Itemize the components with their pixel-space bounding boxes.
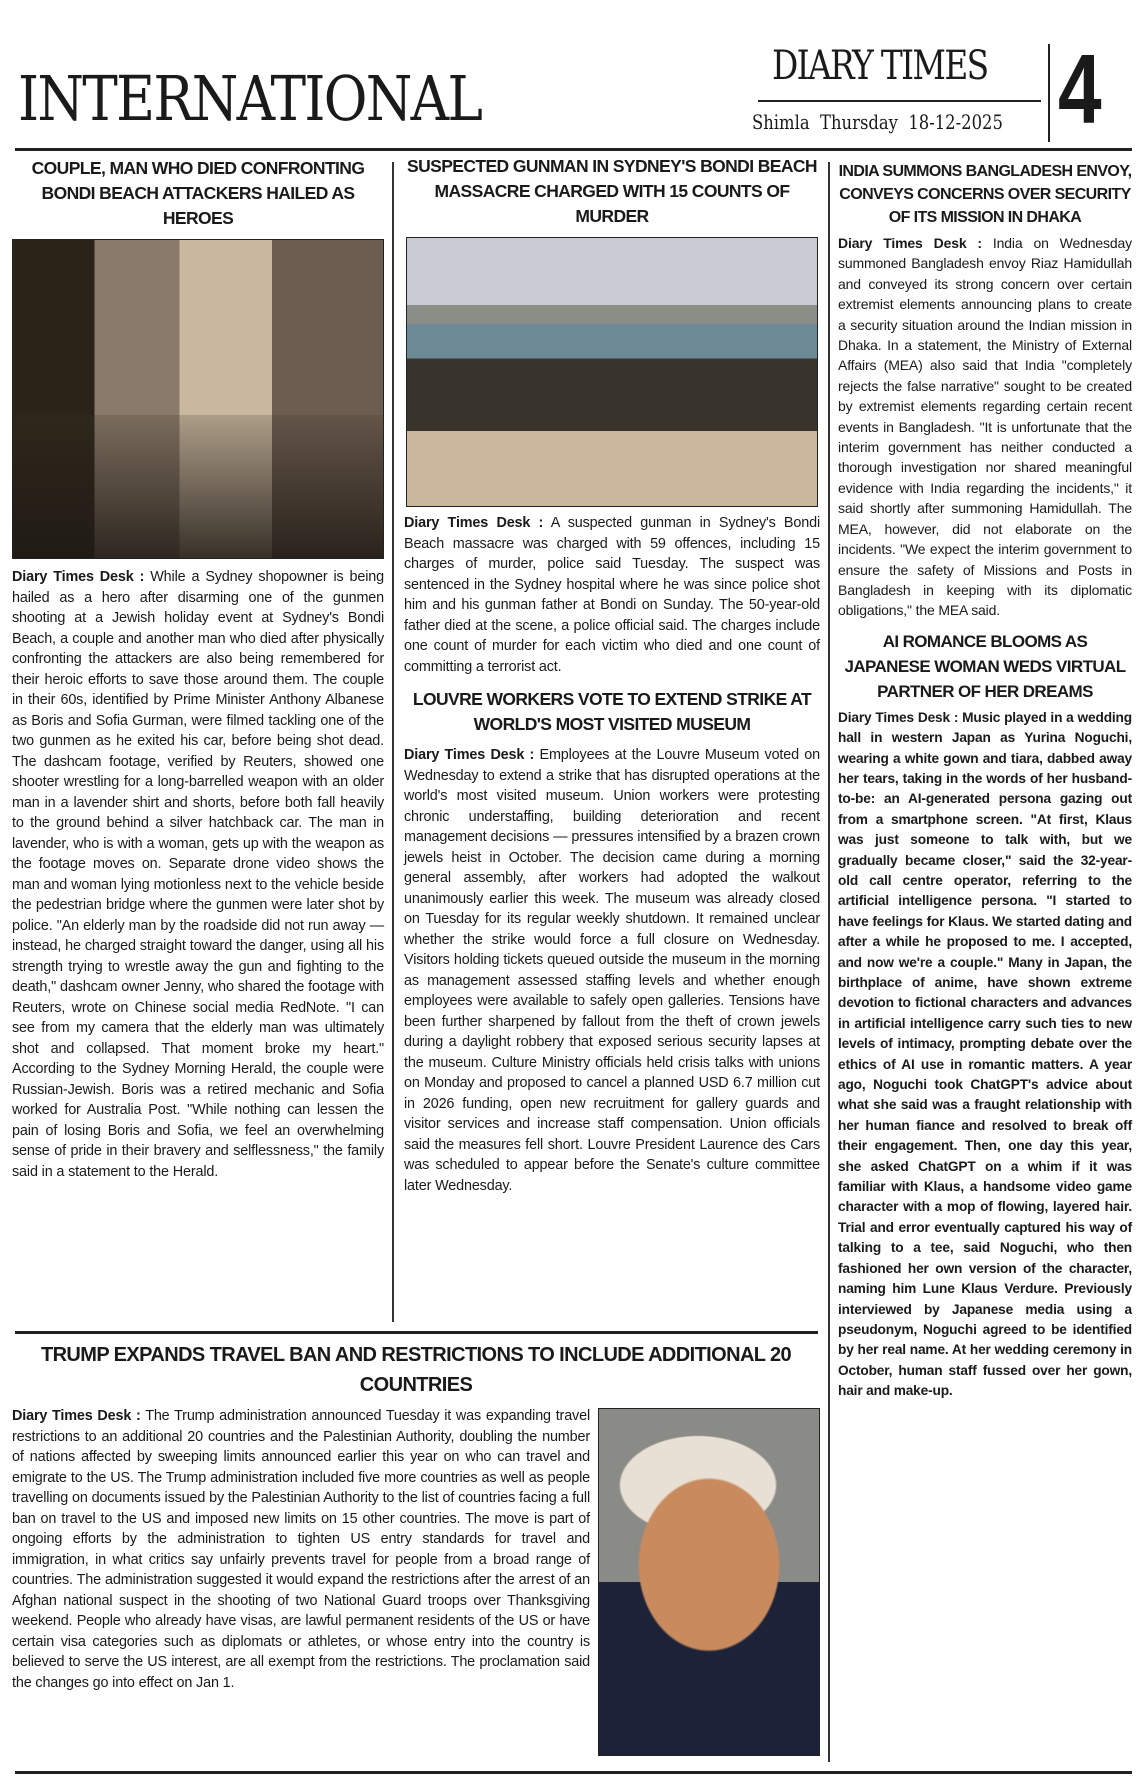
article-body: Diary Times Desk : A suspected gunman in Sydney's Bondi Beach massacre was charged with 59 offences, including 15 charges of murder, police said Tuesday. The suspect was sentenced in the Sydney hospital where he was since police shot him and his gunman father at Bondi on Sunday. The 50-year-old father died at the scene, a police official said. The charges include one count of murder for each victim who died and one count of committing a terrorist act.: [404, 515, 820, 675]
article-body: Diary Times Desk : While a Sydney shopowner is being hailed as a hero after disarming one of the gunmen shooting at a Jewish holiday event at Sydney's Bondi Beach, a couple and another man who died after physically confronting the attackers are also being remembered for their heroic efforts to save those around them. The couple in their 60s, identified by Prime Minister Anthony Albanese as Boris and Sofia Gurman, were filmed tackling one of the two gunmen as he exited his car, before being shot dead. The dashcam footage, verified by Reuters, showed one shooter wrestling for a long-barrelled weapon with an older man in a lavender shirt and shorts, before both fall heavily to the ground behind a silver hatchback car. The man in lavender, who is with a woman, gets up with the weapon as the footage moves on. Separate drone video shows the man and woman lying motionless next to the vehicle beside the pedestrian bridge where the gunmen were later shot by police. "An elderly man by the roadside did not run away — instead, he charged straight toward the danger, using all his strength trying to wrestle away the gun and fighting to the death," dashcam owner Jenny, who shared the footage with Reuters, wrote on Chinese social media RedNote. "I can see from my camera that the elderly man was ultimately shot and collapsed. That moment broke my heart." According to the Sydney Morning Herald, the couple were Russian-Jewish. Boris was a retired mechanic and Sofia worked for Australia Post. "While nothing can lessen the pain of losing Boris and Sofia, we feel an overwhelming sense of pride in their bravery and selflessness," the family said in a statement to the Herald.: [12, 569, 384, 1180]
headline: AI ROMANCE BLOOMS AS JAPANESE WOMAN WEDS VIRTUAL PARTNER OF HER DREAMS: [844, 631, 1126, 701]
article-ai-romance: [838, 708, 1132, 1402]
headline: TRUMP EXPANDS TRAVEL BAN AND RESTRICTIONS TO INCLUDE ADDITIONAL 20 COUNTRIES: [40, 1344, 792, 1396]
day: Thursday: [820, 110, 898, 134]
headline: COUPLE, MAN WHO DIED CONFRONTING BONDI BEACH ATTACKERS HAILED AS HEROES: [31, 158, 365, 228]
section-rule: [15, 1331, 818, 1334]
header-divider: [1048, 44, 1050, 142]
article-body: Diary Times Desk : Employees at the Louvre Museum voted on Wednesday to extend a strike that has disrupted operations at the world's most visited museum. Union workers were protesting chronic understaffing, building deterioration and recent management decisions — pressures intensified by a brazen crown jewels heist in October. The decision came during a morning general assembly, after workers had adopted the walkout unanimously earlier this week. The museum was already closed on Tuesday for its regular weekly shutdown. It remained unclear whether the strike would force a full closure on Wednesday. Visitors holding tickets queued outside the museum in the morning as management assessed staffing levels and whether enough employees were available to safely open galleries. Tensions have been further sharpened by fallout from the theft of crown jewels during a daylight robbery that exposed serious security lapses at the museum. Culture Ministry officials held crisis talks with unions on Monday and proposed to cancel a planned USD 6.7 million cut in 2026 funding, open new recruitment for gallery guards and visitor services and increase staff compensation. Union officials said the measures fell short. Louvre President Laurence des Cars was scheduled to appear before the Senate's culture committee later Wednesday.: [404, 747, 820, 1194]
article-india-bangladesh: [838, 160, 1132, 1402]
dateline: [752, 110, 1003, 134]
column-divider: [392, 162, 394, 1322]
article-body: Diary Times Desk : India on Wednesday summoned Bangladesh envoy Riaz Hamidullah and conveyed its strong concern over certain extremist elements announcing plans to create a security situation around the Indian mission in Dhaka. In a statement, the Ministry of External Affairs (MEA) also said that India "completely rejects the false narrative" sought to be created by extremist elements regarding certain recent events in Bangladesh. "It is unfortunate that the interim government has neither conducted a thorough investigation nor shared meaningful evidence with India regarding the incidents," it said shortly after summoning Hamidullah. The MEA, however, did not elaborate on the incidents. "We expect the interim government to ensure the safety of Missions and Posts in Bangladesh in keeping with its diplomatic obligations," the MEA said.: [838, 235, 1132, 619]
section-title: INTERNATIONAL: [18, 62, 482, 135]
article-bondi-heroes: [12, 156, 384, 1182]
photo-mourners: [12, 239, 384, 559]
city: Shimla: [752, 110, 810, 134]
headline: SUSPECTED GUNMAN IN SYDNEY'S BONDI BEACH MASSACRE CHARGED WITH 15 COUNTS OF MURDER: [407, 156, 817, 226]
article-bondi-gunman: [404, 154, 820, 1196]
headline: LOUVRE WORKERS VOTE TO EXTEND STRIKE AT WORLD'S MOST VISITED MUSEUM: [412, 689, 812, 734]
masthead: DIARY TIMES: [772, 43, 988, 89]
article-body: Diary Times Desk : Music played in a wedding hall in western Japan as Yurina Noguchi, wearing a white gown and tiara, dabbed away her tears, taking in the words of her husband-to-be: an AI-generated persona gazing out from a smartphone screen. "At first, Klaus was just someone to talk with, but we gradually became closer," said the 32-year-old call centre operator, referring to the artificial intelligence persona. "I started to have feelings for Klaus. We started dating and after a while he proposed to me. I accepted, and now we're a couple." Many in Japan, the birthplace of anime, have shown extreme devotion to fictional characters and advances in artificial intelligence carry such ties to new levels of intimacy, prompting debate over the ethics of AI use in romantic matters. A year ago, Noguchi took ChatGPT's advice about what she said was a fraught relationship with her human fiance and resolved to break off their engagement. Then, one day this year, she asked ChatGPT on a whim if it was familiar with Klaus, a handsome video game character with a mop of flowing, layered hair. Trial and error eventually captured his way of talking to a tee, said Noguchi, who then fashioned her own version of the character, naming him Lune Klaus Verdure. Previously interviewed by Japanese media using a pseudonym, Noguchi agreed to be identified by her real name. At her wedding ceremony in October, human staff fussed over her gown, hair and make-up.: [838, 709, 1132, 1399]
page-number: 4: [1058, 34, 1102, 144]
date: 18-12-2025: [908, 110, 1003, 134]
article-body: Diary Times Desk : The Trump administration announced Tuesday it was expanding travel restrictions to an additional 20 countries and the Palestinian Authority, doubling the number of nations affected by sweeping limits announced earlier this year on who can travel and emigrate to the US. The Trump administration included five more countries as well as people travelling on documents issued by the Palestinian Authority to the list of countries facing a full ban on travel to the US and imposed new limits on 15 other countries. The move is part of ongoing efforts by the administration to tighten US entry standards for travel and immigration, in what critics say unfairly prevents travel for people from a broad range of countries. The administration suggested it would expand the restrictions after the arrest of an Afghan national suspect in the shooting of two National Guard troops over Thanksgiving weekend. People who already have visas, are lawful permanent residents of the US or have certain visa categories such as diplomats or athletes, or whose entry into the country is believed to serve the US interest, are all exempt from the restrictions. The proclamation said the changes go into effect on Jan 1.: [12, 1408, 590, 1691]
photo-trump: [598, 1408, 820, 1756]
footer-rule: [15, 1771, 1132, 1774]
masthead-rule: [758, 100, 1041, 102]
photo-beach-gathering: [406, 237, 818, 507]
article-trump-travel-ban: [12, 1340, 820, 1693]
column-divider: [828, 162, 830, 1762]
headline: INDIA SUMMONS BANGLADESH ENVOY, CONVEYS CONCERNS OVER SECURITY OF ITS MISSION IN DHAKA: [838, 163, 1132, 226]
header-rule: [15, 148, 1132, 151]
